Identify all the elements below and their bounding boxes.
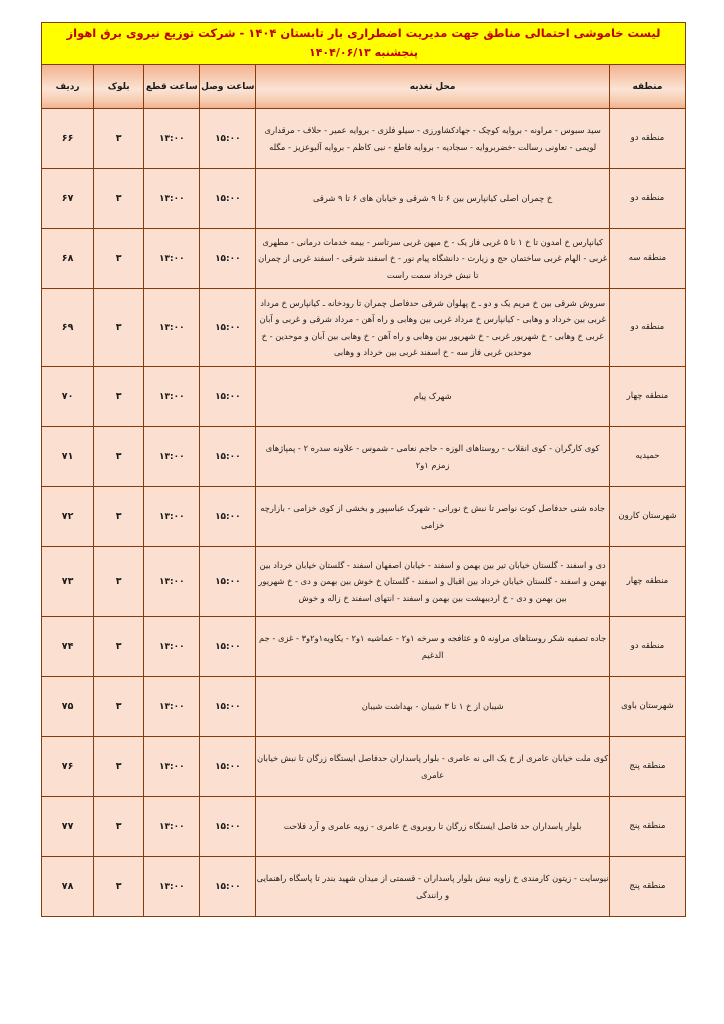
table-body [42,109,686,917]
on-time-cell: ۱۵:۰۰ [200,487,256,547]
block-cell: ۳ [94,487,144,547]
on-time-cell: ۱۵:۰۰ [200,617,256,677]
region-cell: منطقه سه [609,229,685,289]
on-time-cell: ۱۵:۰۰ [200,547,256,617]
off-time-cell: ۱۳:۰۰ [144,109,200,169]
table-row [42,169,686,229]
feed-location-cell: جاده تصفیه شکر روستاهای مراونه ۵ و عثافجه و سرخه ۱و۲ - عماشیه ۱و۲ - یکاویه۱و۲و۳ - غزی - جم الدغیم [256,617,610,677]
off-time-cell: ۱۳:۰۰ [144,737,200,797]
off-time-cell: ۱۳:۰۰ [144,229,200,289]
column-header-off-time [144,65,200,109]
row-number-cell: ۷۷ [42,797,94,857]
feed-location-cell: بلوار پاسداران حد فاصل ایستگاه زرگان تا روبروی خ عامری - زویه عامری و آرد فلاحت [256,797,610,857]
block-cell: ۳ [94,797,144,857]
row-number-cell: ۶۹ [42,289,94,367]
region-cell: منطقه دو [609,289,685,367]
block-cell: ۳ [94,737,144,797]
on-time-cell: ۱۵:۰۰ [200,797,256,857]
block-cell: ۳ [94,547,144,617]
column-header-feed-location [256,65,610,109]
column-header-on-time-label: ساعت وصل [201,81,255,92]
row-number-cell: ۶۸ [42,229,94,289]
column-header-block [94,65,144,109]
off-time-cell: ۱۳:۰۰ [144,677,200,737]
feed-location-cell: کوی کارگران - کوی انقلاب - روستاهای الوزه - حاجم نعامی - شموس - علاونه سدره ۲ - پمپاژهای زمزم ۱و۲ [256,427,610,487]
block-cell: ۳ [94,677,144,737]
feed-location-cell: دی و اسفند - گلستان خیابان تیر بین بهمن و اسفند - خیابان اصفهان اسفند - گلستان خیابان خرداد بین بهمن و اسفند - گلستان خیابان خرداد بین اقبال و اسفند - گلستان خ خوش بین بهمن و دی - خ شهریور بین بهمن و دی - خ اردیبهشت بین بهمن و اسفند - انتهای اسفند خ زاله و خوش [256,547,610,617]
feed-location-cell: سید سبوس - مراونه - بروایه کوچک - جهادکشاورزی - سیلو فلزی - بروایه عمیر - حلاف - مرقداری لویمی - تعاونی رسالت -خضربروایه - سجادیه - بروایه فاطع - نبی کاظم - بروایه آلبوعزیز - مگله [256,109,610,169]
region-cell: منطقه پنج [609,737,685,797]
off-time-cell: ۱۳:۰۰ [144,169,200,229]
table-row [42,797,686,857]
on-time-cell: ۱۵:۰۰ [200,229,256,289]
column-header-off-time-label: ساعت قطع [145,81,198,92]
off-time-cell: ۱۳:۰۰ [144,797,200,857]
block-cell: ۳ [94,109,144,169]
region-cell: شهرستان کارون [609,487,685,547]
feed-location-cell: شهرک پیام [256,367,610,427]
table-row [42,857,686,917]
row-number-cell: ۷۳ [42,547,94,617]
table-row [42,547,686,617]
column-header-on-time [200,65,256,109]
column-header-region [609,65,685,109]
feed-location-cell: کیانپارس خ امدون تا خ ۱ تا ۵ غربی فاز یک - خ میهن غربی سرتاسر - بیمه خدمات درمانی - مطهری غربی - الهام غربی ساختمان حج و زیارت - دانشگاه پیام نور - خ اسفند شرقی - اسفند غربی از چمران تا نبش خرداد سمت راست [256,229,610,289]
on-time-cell: ۱۵:۰۰ [200,367,256,427]
on-time-cell: ۱۵:۰۰ [200,857,256,917]
feed-location-cell: کوی ملت خیابان عامری از خ یک الی نه عامری - بلوار پاسداران حدفاصل ایستگاه زرگان تا نبش خیابان عامری [256,737,610,797]
on-time-cell: ۱۵:۰۰ [200,737,256,797]
off-time-cell: ۱۳:۰۰ [144,427,200,487]
off-time-cell: ۱۳:۰۰ [144,289,200,367]
column-header-block-label: بلوک [107,81,130,92]
row-number-cell: ۷۱ [42,427,94,487]
feed-location-cell: شیبان از خ ۱ تا ۳ شیبان - بهداشت شیبان [256,677,610,737]
row-number-cell: ۷۸ [42,857,94,917]
block-cell: ۳ [94,367,144,427]
table-row [42,229,686,289]
row-number-cell: ۷۰ [42,367,94,427]
row-number-cell: ۷۵ [42,677,94,737]
feed-location-cell: سروش شرقی بین خ مریم یک و دو ـ خ پهلوان شرقی حدفاصل چمران تا رودخانه ـ کیانپارس خ مرداد غربی بین خرداد و وهابی - کیانپارس خ مرداد غربی بین وهابی و راه آهن - مرداد شرقی و غربی و آبان غربی خ وهابی - خ شهریور غربی - خ شهریور بین وهابی و راه آهن - خ وهابی بین آبان و موحدین - خ موحدین غربی فاز سه - خ اسفند غربی بین خرداد و وهابی [256,289,610,367]
off-time-cell: ۱۳:۰۰ [144,487,200,547]
off-time-cell: ۱۳:۰۰ [144,857,200,917]
table-row [42,289,686,367]
row-number-cell: ۷۴ [42,617,94,677]
block-cell: ۳ [94,857,144,917]
table-row [42,427,686,487]
page-subtitle-date: پنجشنبه ۱۴۰۴/۰۶/۱۳ [309,46,418,60]
table-row [42,737,686,797]
table-row [42,367,686,427]
region-cell: شهرستان باوی [609,677,685,737]
column-header-row-number [42,65,94,109]
page-title: لیست خاموشی احتمالی مناطق جهت مدیریت اضطراری بار تابستان ۱۴۰۴ - شرکت توزیع نیروی برق اهواز [66,26,661,40]
feed-location-cell: نیوسایت - زیتون کارمندی خ زاویه نبش بلوار پاسداران - قسمتی از میدان شهید بندر تا پاسگاه راهنمایی و رانندگی [256,857,610,917]
table-row [42,677,686,737]
table-row [42,617,686,677]
region-cell: منطقه پنج [609,797,685,857]
document-title-cell [42,23,686,65]
column-header-row-number-label: ردیف [55,81,80,92]
region-cell: منطقه دو [609,617,685,677]
table-row [42,109,686,169]
region-cell: منطقه چهار [609,367,685,427]
column-header-feed-location-label: محل تغذیه [409,81,456,92]
table-row [42,487,686,547]
row-number-cell: ۶۶ [42,109,94,169]
off-time-cell: ۱۳:۰۰ [144,617,200,677]
row-number-cell: ۷۲ [42,487,94,547]
row-number-cell: ۷۶ [42,737,94,797]
off-time-cell: ۱۳:۰۰ [144,367,200,427]
title-row [42,23,686,65]
on-time-cell: ۱۵:۰۰ [200,677,256,737]
on-time-cell: ۱۵:۰۰ [200,169,256,229]
region-cell: منطقه پنج [609,857,685,917]
region-cell: منطقه دو [609,109,685,169]
off-time-cell: ۱۳:۰۰ [144,547,200,617]
on-time-cell: ۱۵:۰۰ [200,289,256,367]
block-cell: ۳ [94,169,144,229]
column-header-region-label: منطقه [632,81,663,92]
feed-location-cell: خ چمران اصلی کیانپارس بین ۶ تا ۹ شرقی و خیابان های ۶ تا ۹ شرقی [256,169,610,229]
region-cell: منطقه دو [609,169,685,229]
block-cell: ۳ [94,229,144,289]
block-cell: ۳ [94,427,144,487]
feed-location-cell: جاده شنی حدفاصل کوت نواصر تا نبش خ نورانی - شهرک عباسپور و بخشی از کوی خزامی - بازارچه خزامی [256,487,610,547]
region-cell: حمیدیه [609,427,685,487]
block-cell: ۳ [94,617,144,677]
on-time-cell: ۱۵:۰۰ [200,427,256,487]
table-header-row [42,65,686,109]
block-cell: ۳ [94,289,144,367]
region-cell: منطقه چهار [609,547,685,617]
outage-schedule-table [41,22,686,917]
row-number-cell: ۶۷ [42,169,94,229]
on-time-cell: ۱۵:۰۰ [200,109,256,169]
